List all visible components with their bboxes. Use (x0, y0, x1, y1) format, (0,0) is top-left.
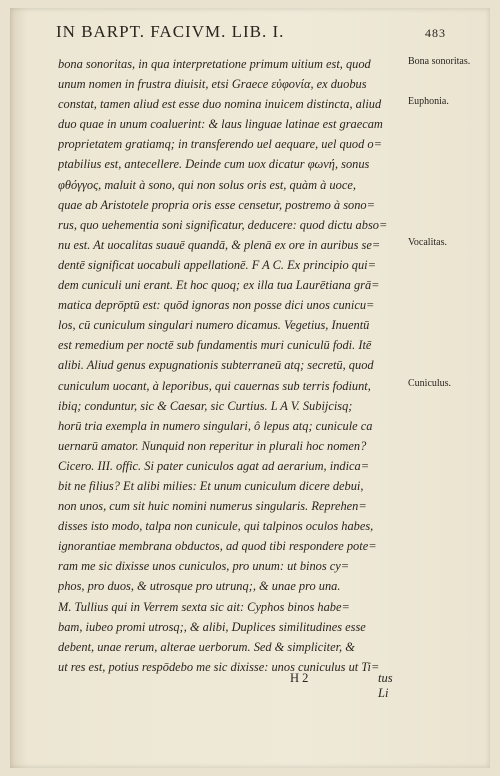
margin-note: Cuniculus. (408, 377, 452, 389)
catchword: tus Li (378, 671, 393, 700)
margin-note: Euphonia. (408, 96, 449, 108)
text-line: nu est. At uocalitas suauē quandā, & plenā ex ore in auribus se= (58, 237, 381, 252)
text-line: ignorantiae membrana obductos, ad quod tibi respondere pote= (58, 539, 377, 554)
margin-note: Vocalitas. (408, 236, 447, 248)
text-line: los, cū cuniculum singulari numero dicamus. Vegetius, Inuentū (58, 318, 370, 333)
text-line: unum nomen in frustra diuisit, etsi Graece εὐφονία, ex duobus (58, 77, 367, 92)
text-line: debent, unae rerum, alterae uerborum. Sed & simpliciter, & (58, 639, 355, 654)
margin-note: Bona sonoritas. (408, 56, 471, 67)
text-line: cuniculum uocant, à leporibus, qui cauernas sub terris fodiunt, (58, 378, 371, 393)
book-page (10, 8, 490, 768)
text-line: proprietatem gratiamq; in transferendo uel aequare, uel quod o= (58, 137, 382, 152)
text-line: bit ne filius? Et alibi milies: Et unum cuniculum dicere debui, (58, 478, 364, 493)
text-line: bam, iubeo promi utrosq;, & alibi, Duplices similitudines esse (58, 619, 366, 634)
text-line: alibi. Aliud genus expugnationis subterraneū atq; secretū, quod (58, 358, 374, 373)
running-head (56, 22, 446, 42)
text-line: duo quae in unum coaluerint: & laus linguae latinae est graecam (58, 117, 383, 132)
running-title: IN BARPT. FACIVM. LIB. I. (56, 22, 285, 41)
page-number: 483 (425, 26, 446, 40)
text-line: bona sonoritas, in qua interpretatione primum uitium est, quod (58, 57, 371, 71)
text-line: ptabilius est, antecellere. Deinde cum uox dicatur φωνή, sonus (58, 157, 370, 172)
text-line: horū tria exempla in numero singulari, ô lepus atq; cunicule ca (58, 418, 373, 433)
signature-mark: H 2 (290, 671, 309, 685)
text-line: rus, quo uehementia soni significatur, deducere: quod dictu abso= (58, 217, 388, 232)
text-line: ibiq; conduntur, sic & Caesar, sic Curtius. L A V. Subijcisq; (58, 398, 353, 413)
text-line: disses isto modo, talpa non cunicule, qui talpinos oculos habes, (58, 519, 374, 534)
text-line: matica deprōptū est: quōd ignoras non posse dici unos cunicu= (58, 298, 375, 313)
text-line: φθόγγος, maluit à sono, qui non solus oris est, quàm à uoce, (58, 177, 356, 192)
text-line: Cicero. III. offic. Si pater cuniculos agat ad aerarium, indica= (58, 458, 370, 473)
text-line: quae ab Aristotele propria oris esse censetur, postremo à sono= (58, 197, 375, 212)
text-line: non unos, cum sit huic nomini numerus singularis. Reprehen= (58, 499, 367, 514)
text-line: ram me sic dixisse unos cuniculos, pro unum: ut binos cy= (58, 559, 350, 574)
text-line: dentē significat uocabuli appellationē. F A C. Ex principio qui= (58, 257, 376, 272)
text-line: ut res est, potius respōdebo me sic dixisse: unos cuniculus ut Ti= (58, 659, 380, 674)
text-line: phos, pro duos, & utrosque pro utrunq;, & unae pro una. (58, 579, 341, 594)
text-line: uernarū amator. Nunquid non reperitur in plurali hoc nomen? (58, 438, 367, 453)
text-line: est remedium per noctē sub fundamentis muri cuniculū fodi. Itē (58, 338, 372, 353)
text-line: constat, tamen aliud est esse duo nomina inuicem distincta, aliud (58, 97, 382, 112)
text-line: dem cuniculi uni erant. Et hoc quoq; ex illa tua Laurētiana grā= (58, 278, 380, 293)
main-text-block (58, 54, 402, 677)
text-line: M. Tullius qui in Verrem sexta sic ait: Cyphos binos habe= (58, 599, 350, 614)
